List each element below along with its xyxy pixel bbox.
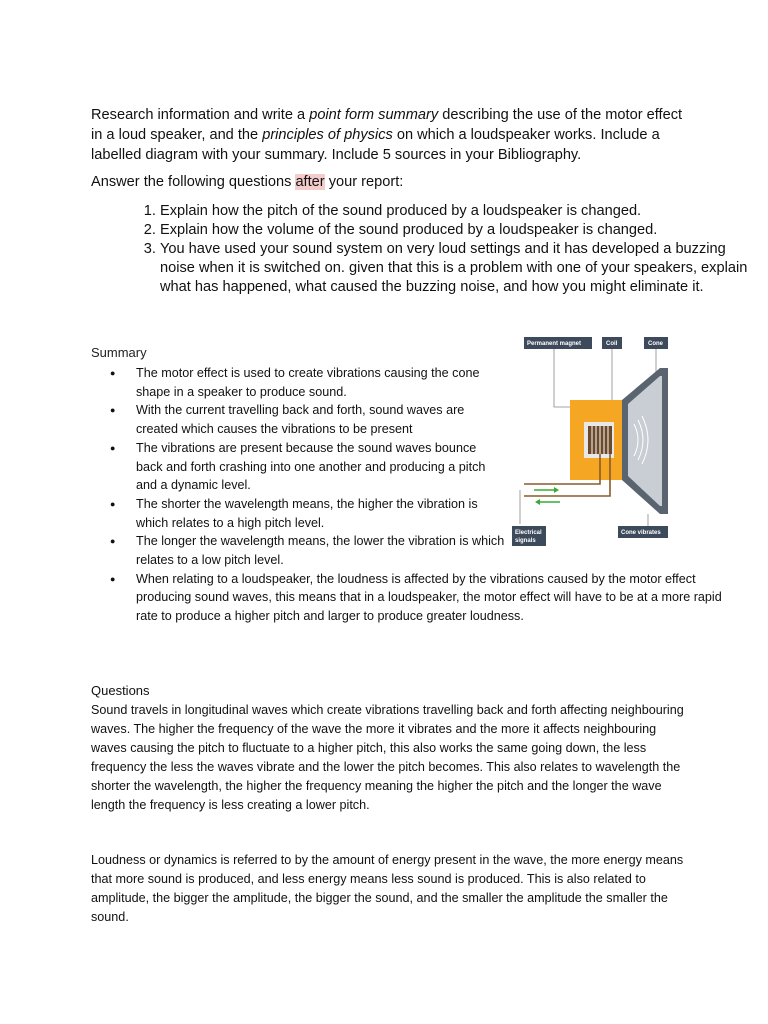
label-permanent-magnet: Permanent magnet [527,341,582,347]
questions-prompt: Answer the following questions after your report: [91,174,404,190]
highlighted-word: after [295,174,325,190]
summary-bullet: ● When relating to a loudspeaker, the loudness is affected by the vibrations caused by the motor effect producing sound waves, this means that in a loudspeaker, the motor effect will have to be at a more rapid rate to produce a higher pitch and larger to produce greater loudness. [136,570,736,626]
label-electrical-signals: Electrical [515,530,542,536]
intro-text-1: Research information and write a [91,107,310,123]
summary-bullet: ● With the current travelling back and forth, sound waves are created which causes the vibrations to be present [136,401,506,438]
summary-bullet: ● The motor effect is used to create vibrations causing the cone shape in a speaker to produce sound. [136,364,506,401]
label-cone: Cone [648,341,663,347]
summary-heading: Summary [91,345,147,360]
label-cone-vibrates: Cone vibrates [621,530,661,536]
question-item: 2. Explain how the volume of the sound produced by a loudspeaker is changed. [160,221,750,240]
questions-heading: Questions [91,683,150,698]
question-list [91,202,750,297]
intro-emphasis-physics: principles of physics [262,127,393,143]
question-item: 1. Explain how the pitch of the sound produced by a loudspeaker is changed. [160,202,750,221]
label-electrical-signals-2: signals [515,538,536,544]
answer-paragraph-loudness: Loudness or dynamics is referred to by the amount of energy present in the wave, the more energy means that more sound is produced, and less energy means less sound is produced. This is also related to amplitude, the bigger the amplitude, the bigger the sound, and the smaller the amplitude the smaller the sound. [91,853,684,924]
intro-text-2: describing the use of the motor effect in a loud speaker, and the [91,107,683,143]
answer-paragraph-pitch: Sound travels in longitudinal waves which create vibrations travelling back and forth affecting neighbouring waves. The higher the frequency of the wave the more it vibrates and the more it affects neighbouring waves causing the pitch to fluctuate to a higher pitch, this also works the same going down, the less frequency the less the waves vibrate and the lower the pitch becomes. This also relates to wavelength the shorter the wavelength, the higher the frequency meaning the higher the pitch and the longer the wave length the frequency is less creating a lower pitch. [91,703,684,812]
summary-bullet: ● The vibrations are present because the sound waves bounce back and forth crashing into one another and producing a pitch and a dynamic level. [136,439,506,495]
coil [588,426,612,454]
intro-emphasis-summary: point form summary [309,107,439,123]
assignment-instructions [91,105,691,165]
summary-bullet: ● The shorter the wavelength means, the higher the vibration is which relates to a high pitch level. [136,495,506,532]
label-coil: Coil [606,341,618,347]
loudspeaker-diagram [510,332,680,552]
question-item: 3. You have used your sound system on very loud settings and it has developed a buzzing noise when it is switched on. given that this is a problem with one of your speakers, explain what has happened, what caused the buzzing noise, and how you might eliminate it. [160,240,750,297]
pointer-line [554,349,570,407]
intro-text-3: on which a loudspeaker works. Include a labelled diagram with your summary. Include 5 sources in your Bibliography. [91,127,660,163]
summary-bullet: ● The longer the wavelength means, the lower the vibration is which relates to a low pitch level. [136,532,506,569]
